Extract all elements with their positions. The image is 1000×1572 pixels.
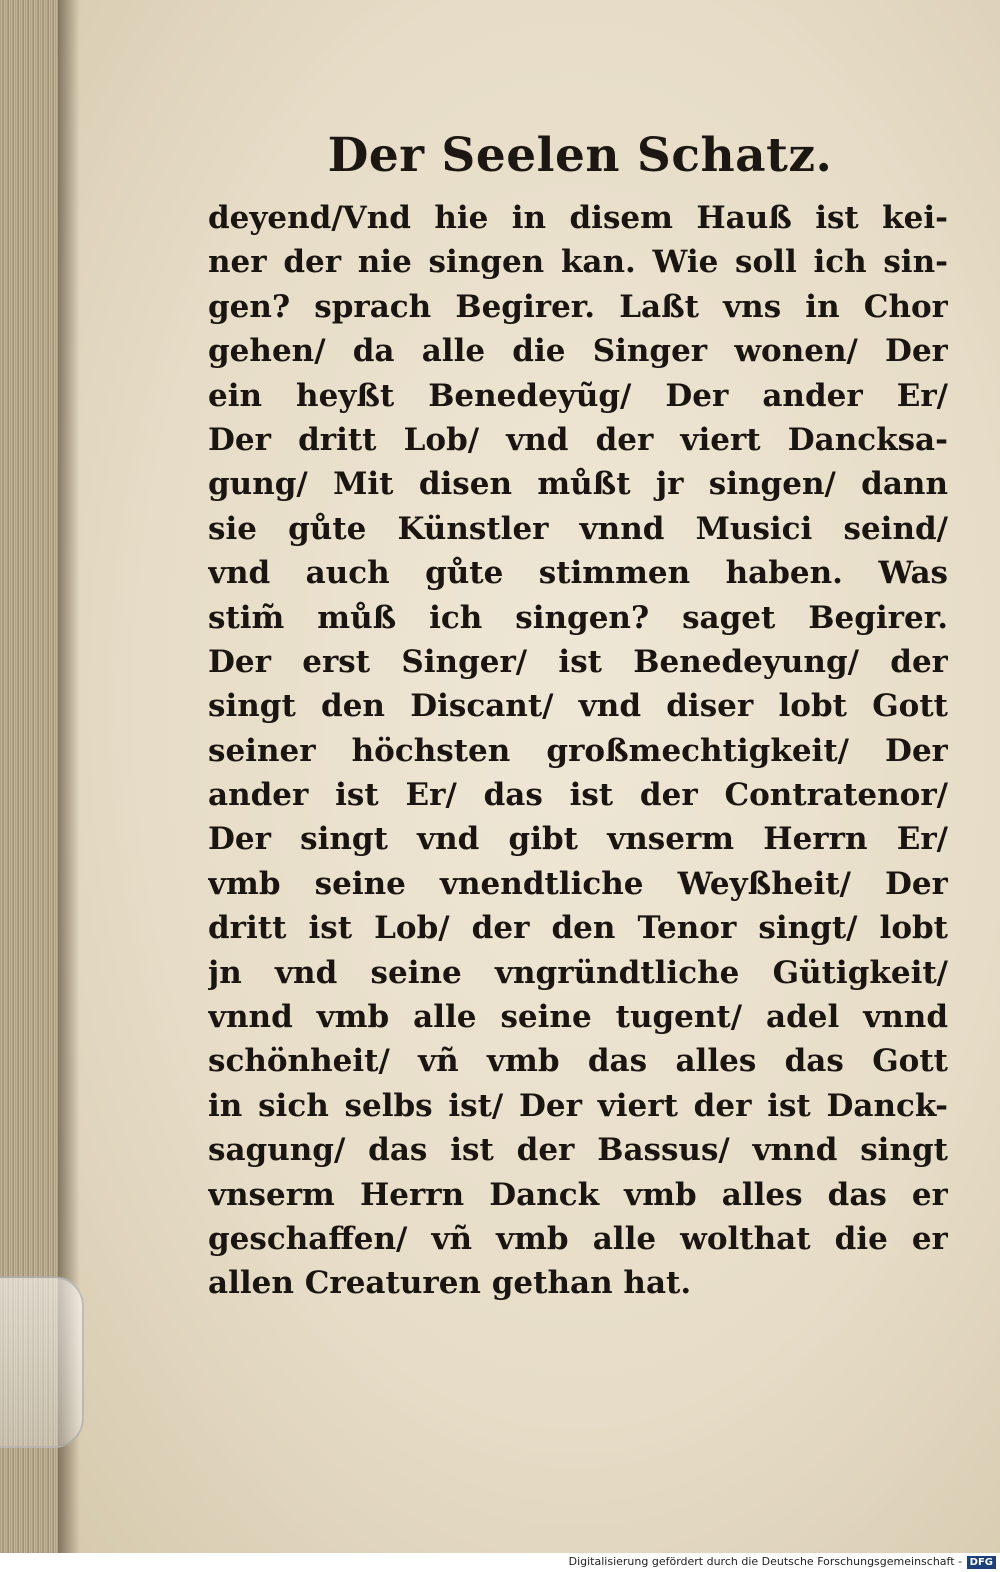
running-title: Der Seelen Schatz. [327, 128, 833, 183]
text-line: sie gůte Künstler vnnd Musici seind/ [208, 510, 948, 547]
text-line: in sich selbs ist/ Der viert der ist Danck- [208, 1087, 948, 1124]
text-line: sagung/ das ist der Bassus/ vnnd singt [208, 1132, 948, 1169]
text-line: vnd auch gůte stimmen haben. Was [208, 555, 948, 592]
text-line: allen Creaturen gethan hat. [208, 1265, 692, 1302]
text-line: ander ist Er/ das ist der Contratenor/ [208, 777, 948, 814]
dfg-logo: DFG [967, 1556, 996, 1569]
text-line: jn vnd seine vngründtliche Gütigkeit/ [208, 954, 948, 991]
text-line: Der erst Singer/ ist Benedeyung/ der [208, 643, 948, 680]
text-line: singt den Discant/ vnd diser lobt Gott [208, 688, 948, 725]
text-line: gung/ Mit disen můßt jr singen/ dann [208, 466, 948, 503]
funding-credit: Digitalisierung gefördert durch die Deutsche Forschungsgemeinschaft - [568, 1555, 962, 1568]
text-line: seiner höchsten großmechtigkeit/ Der [208, 732, 948, 769]
book-clip [0, 1276, 84, 1448]
text-line: stim̃ můß ich singen? saget Begirer. [208, 599, 948, 636]
text-line: ner der nie singen kan. Wie soll ich sin- [208, 244, 948, 281]
footer-bar [0, 1553, 1000, 1572]
text-line: deyend/Vnd hie in disem Hauß ist kei- [208, 200, 948, 236]
text-line: vnnd vmb alle seine tugent/ adel vnnd [208, 999, 948, 1036]
text-line: gehen/ da alle die Singer wonen/ Der [208, 333, 948, 370]
text-line: Der singt vnd gibt vnserm Herrn Er/ [208, 821, 948, 858]
text-line: gen? sprach Begirer. Laßt vns in Chor [208, 288, 948, 325]
text-line: dritt ist Lob/ der den Tenor singt/ lobt [208, 910, 948, 947]
body-text [208, 196, 948, 1306]
text-line: geschaffen/ vñ vmb alle wolthat die er [208, 1220, 948, 1257]
text-line: Der dritt Lob/ vnd der viert Dancksa- [208, 421, 948, 458]
text-line: ein heyßt Benedeyũg/ Der ander Er/ [208, 377, 948, 414]
text-line: vnserm Herrn Danck vmb alles das er [208, 1176, 948, 1213]
text-line: vmb seine vnendtliche Weyßheit/ Der [208, 865, 948, 902]
text-line: schönheit/ vñ vmb das alles das Gott [208, 1043, 948, 1080]
